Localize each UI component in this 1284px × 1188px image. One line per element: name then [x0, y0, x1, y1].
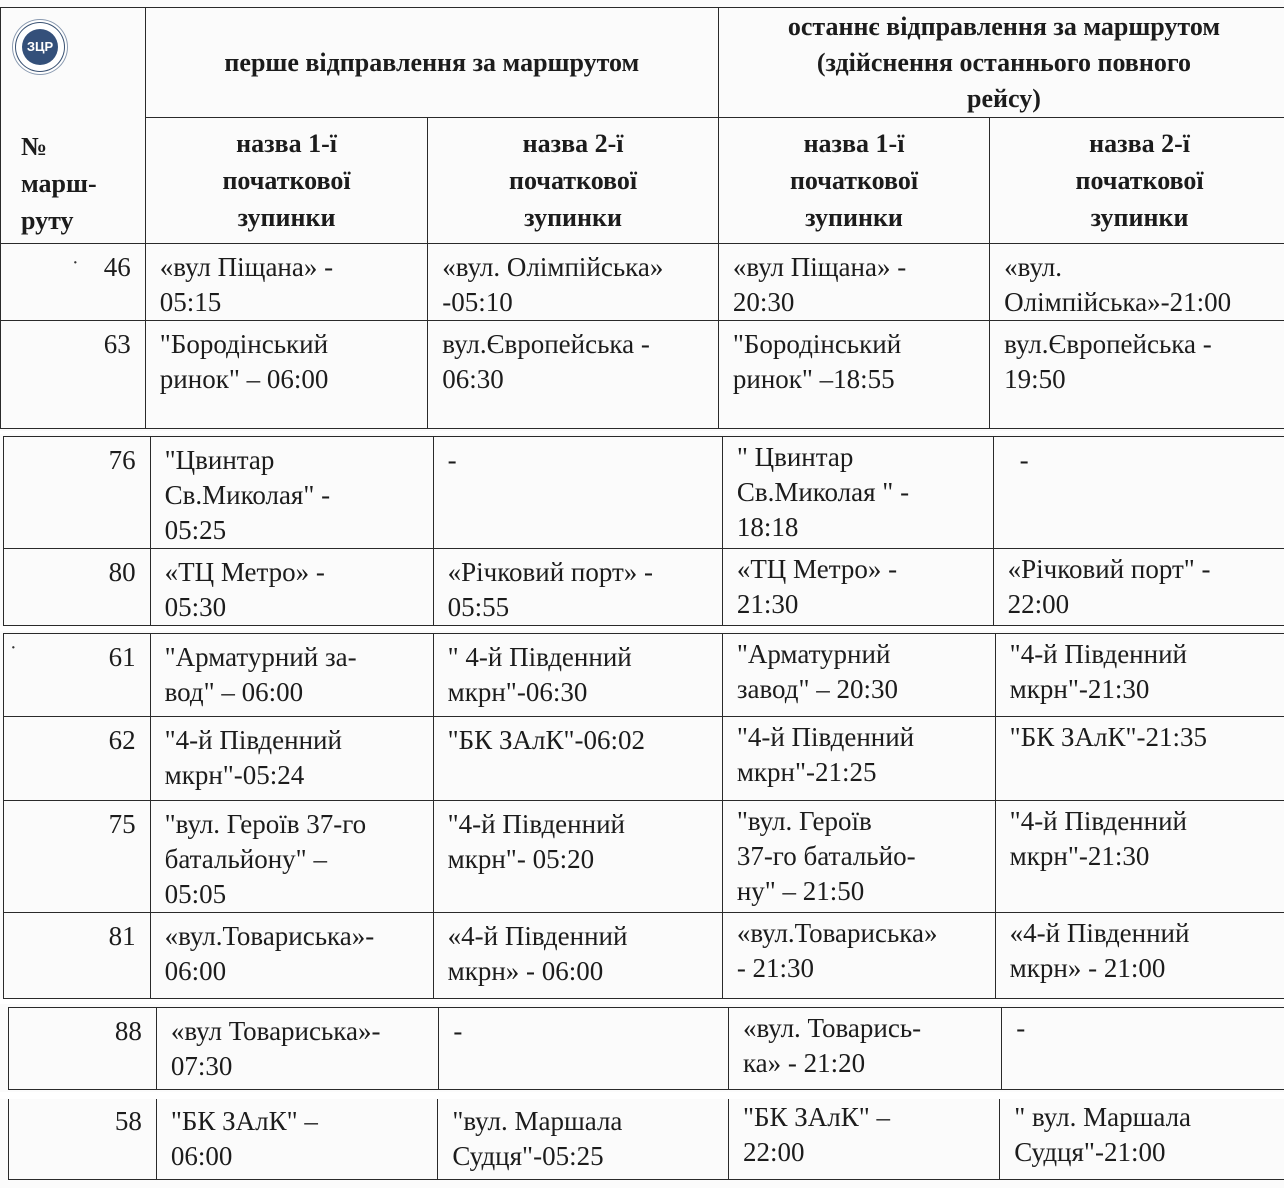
route-number-cell	[4, 717, 151, 801]
cell-line: «вул Піщана» -	[732, 252, 907, 282]
cell-line: вул.Європейська -	[1004, 329, 1212, 359]
cell-line: "Бородінський	[732, 329, 902, 359]
cell-line: 05:25	[164, 515, 227, 545]
cell-line: мкрн"-21:30	[1009, 674, 1150, 704]
last-stop1-cell	[718, 321, 989, 429]
header-line: зупинки	[237, 203, 336, 232]
cell-line: мкрн"-21:25	[736, 757, 877, 787]
table-row	[4, 634, 1284, 717]
cell-line: 06:00	[164, 956, 227, 986]
cell-line: Олімпійська»-21:00	[1004, 287, 1232, 317]
first-stop1-cell	[150, 801, 433, 913]
cell-line: вул.Європейська -	[442, 329, 650, 359]
table-row	[9, 1008, 1284, 1090]
last-stop1-cell	[722, 634, 995, 717]
cell-line: -	[447, 445, 457, 475]
table-row	[1, 321, 1284, 429]
cell-line: батальйону" –	[164, 844, 327, 874]
cell-line: мкрн"-05:24	[164, 760, 305, 790]
cell-line: «вул.	[1004, 252, 1063, 282]
cell-line: ринок" –18:55	[732, 364, 895, 394]
cell-line: «Річковий порт» -	[447, 557, 654, 587]
header-line: назва 1-ї	[803, 129, 905, 158]
last-stop2-cell	[1000, 1099, 1284, 1180]
route-number-cell	[9, 1008, 157, 1090]
cell-line: "БК ЗАлК" –	[742, 1102, 891, 1132]
cell-line: Судця"-21:00	[1014, 1137, 1166, 1167]
cell-line: 37-го батальйо-	[736, 841, 916, 871]
header-line: початкової	[1075, 166, 1204, 195]
schedule-table-part	[8, 1099, 1284, 1180]
first-stop2-cell	[433, 549, 722, 626]
cell-line: "4-й Південний	[1009, 639, 1187, 669]
cell-line: "4-й Південний	[736, 722, 915, 752]
cell-line: "Арматурний	[736, 639, 891, 669]
cell-line: "Цвинтар	[164, 445, 275, 475]
first-stop1-cell	[150, 437, 433, 549]
last-stop2-cell	[995, 634, 1284, 717]
cell-line: мкрн"-21:30	[1009, 841, 1150, 871]
route-number-cell	[1, 321, 146, 429]
cell-line: "вул. Героїв 37-го	[164, 809, 367, 839]
header-line: №	[21, 132, 48, 161]
route-number: 63	[103, 329, 131, 359]
cell-line: "вул. Героїв	[736, 806, 872, 836]
cell-line: " 4-й Південний	[447, 642, 632, 672]
header-line: марш-	[21, 169, 97, 198]
zcr-logo-icon	[18, 25, 62, 69]
last-stop2-cell	[993, 437, 1284, 549]
cell-line: «вул.Товариська»	[736, 918, 938, 948]
cell-line: «вул. Олімпійська»	[442, 252, 664, 282]
first-stop2-cell	[433, 801, 722, 913]
cell-line: мкрн» - 21:00	[1009, 953, 1166, 983]
first-stop1-cell	[145, 321, 427, 429]
cell-line: ну" – 21:50	[736, 876, 865, 906]
cell-line: 07:30	[170, 1051, 233, 1081]
first-stop1-cell	[150, 549, 433, 626]
route-number-cell	[4, 913, 151, 999]
last-stop1-cell	[722, 717, 995, 801]
route-number: 76	[108, 445, 136, 475]
scan-strip-1	[0, 0, 1284, 431]
last-stop2-cell	[990, 321, 1284, 429]
first-stop2-cell	[433, 437, 722, 549]
header-line: останнє відправлення за маршрутом	[787, 11, 1221, 41]
scan-strip-2	[0, 434, 1284, 626]
first-stop2-cell	[433, 717, 722, 801]
first-stop2-cell	[438, 1099, 729, 1180]
header-line: зупинки	[1090, 203, 1189, 232]
route-number-cell	[4, 437, 151, 549]
schedule-table-part	[3, 633, 1284, 999]
last-departure-header	[718, 8, 1284, 118]
cell-line: «вул. Товарись-	[742, 1013, 922, 1043]
first-stop2-cell	[433, 634, 722, 717]
cell-line: вод" – 06:00	[164, 677, 304, 707]
header-line: зупинки	[524, 203, 622, 232]
cell-line: "Бородінський	[159, 329, 329, 359]
cell-line: мкрн"- 05:20	[447, 844, 595, 874]
header-line: руту	[21, 206, 74, 235]
header-line: початкової	[222, 166, 351, 195]
cell-line: "БК ЗАлК" –	[170, 1106, 318, 1136]
cell-line: ка» - 21:20	[742, 1048, 866, 1078]
cell-line: 05:30	[164, 592, 227, 622]
cell-line: «4-й Південний	[447, 921, 628, 951]
last-stop1-cell	[728, 1099, 999, 1180]
last-stop1-header	[718, 118, 989, 244]
cell-line: мкрн» - 06:00	[447, 956, 604, 986]
route-number: 88	[114, 1016, 142, 1046]
cell-line: "4-й Південний	[1009, 806, 1187, 836]
route-number: 80	[108, 557, 136, 587]
route-number: 62	[108, 725, 136, 755]
table-row	[4, 437, 1284, 549]
header-line: рейсу)	[967, 83, 1041, 113]
first-stop1-cell	[150, 913, 433, 999]
scan-speck: ·	[10, 637, 17, 659]
header-line: назва 2-ї	[522, 129, 624, 158]
route-number: 58	[114, 1106, 142, 1136]
first-stop2-cell	[433, 913, 722, 999]
cell-line: «вул.Товариська»-	[164, 921, 375, 951]
schedule-table-header-part	[0, 7, 1284, 429]
schedule-table-part	[8, 1007, 1284, 1090]
scan-strip-4	[0, 1004, 1284, 1092]
first-stop2-header	[428, 118, 719, 244]
last-stop1-cell	[722, 437, 993, 549]
route-number-cell	[4, 801, 151, 913]
cell-line: 18:18	[736, 512, 799, 542]
first-stop1-cell	[156, 1099, 437, 1180]
last-stop2-cell	[990, 244, 1284, 321]
route-number: 75	[108, 809, 136, 839]
last-stop1-cell	[722, 801, 995, 913]
cell-line: - 21:30	[736, 953, 815, 983]
cell-line: "4-й Південний	[164, 725, 342, 755]
last-stop1-cell	[722, 549, 993, 626]
header-line: назва 1-ї	[236, 129, 337, 158]
last-stop1-cell	[722, 913, 995, 999]
first-stop1-cell	[145, 244, 427, 321]
cell-line: «вул Товариська»-	[170, 1016, 381, 1046]
cell-line: Судця"-05:25	[452, 1141, 604, 1171]
table-row	[1, 244, 1284, 321]
header-line: зупинки	[805, 203, 903, 232]
last-stop2-cell	[1002, 1008, 1284, 1090]
first-stop1-header	[145, 118, 427, 244]
cell-line: 21:30	[736, 589, 799, 619]
route-number-cell	[9, 1099, 157, 1180]
route-number-cell	[4, 549, 151, 626]
cell-line: " вул. Маршала	[1014, 1102, 1192, 1132]
first-stop2-cell	[428, 244, 719, 321]
route-number-cell	[4, 634, 151, 717]
first-stop1-cell	[156, 1008, 438, 1090]
cell-line: Св.Миколая " -	[736, 477, 910, 507]
cell-line: -	[1016, 1013, 1026, 1043]
cell-line: ринок" – 06:00	[159, 364, 329, 394]
cell-line: "БК ЗАлК"-21:35	[1009, 722, 1207, 752]
cell-line: 05:15	[159, 287, 222, 317]
table-row	[4, 913, 1284, 999]
cell-line: «ТЦ Метро» -	[164, 557, 325, 587]
first-stop2-cell	[428, 321, 719, 429]
cell-line: 20:30	[732, 287, 795, 317]
cell-line: "вул. Маршала	[452, 1106, 623, 1136]
header-line: початкової	[789, 166, 919, 195]
scan-strip-5	[0, 1099, 1284, 1188]
cell-line: -05:10	[442, 287, 513, 317]
cell-line: 22:00	[1007, 589, 1070, 619]
last-stop1-cell	[728, 1008, 1001, 1090]
logo-text: ЗЦР	[22, 29, 58, 65]
first-stop1-cell	[150, 717, 433, 801]
cell-line: Св.Миколая" -	[164, 480, 331, 510]
route-number: 81	[108, 921, 136, 951]
cell-line: «Річковий порт" -	[1007, 554, 1211, 584]
cell-line: 05:05	[164, 879, 227, 909]
header-line: перше відправлення за маршрутом	[224, 48, 640, 77]
cell-line: 05:55	[447, 592, 510, 622]
table-row	[4, 801, 1284, 913]
scan-speck: ·	[72, 252, 79, 274]
cell-line: мкрн"-06:30	[447, 677, 588, 707]
last-stop2-cell	[995, 913, 1284, 999]
header-line: (здійснення останнього повного	[816, 47, 1191, 77]
cell-line: " Цвинтар	[736, 442, 854, 472]
first-stop2-cell	[439, 1008, 729, 1090]
cell-line: 06:00	[170, 1141, 233, 1171]
table-row	[4, 549, 1284, 626]
scan-strip-3	[0, 631, 1284, 999]
last-stop1-cell	[718, 244, 989, 321]
cell-line: «вул Піщана» -	[159, 252, 334, 282]
header-line: початкової	[509, 166, 638, 195]
cell-line: "Арматурний за-	[164, 642, 357, 672]
last-stop2-header	[990, 118, 1284, 244]
route-number: 46	[103, 252, 131, 282]
last-stop2-cell	[993, 549, 1284, 626]
cell-line: "4-й Південний	[447, 809, 625, 839]
route-number: 61	[108, 642, 136, 672]
cell-line: 06:30	[442, 364, 504, 394]
table-row	[9, 1099, 1284, 1180]
first-departure-header	[145, 8, 718, 118]
last-stop2-cell	[995, 801, 1284, 913]
cell-line: -	[1019, 445, 1029, 475]
first-stop1-cell	[150, 634, 433, 717]
cell-line: 19:50	[1004, 364, 1066, 394]
schedule-table-part	[3, 436, 1284, 626]
cell-line: «4-й Південний	[1009, 918, 1190, 948]
cell-line: «ТЦ Метро» -	[736, 554, 898, 584]
cell-line: -	[453, 1016, 463, 1046]
cell-line: "БК ЗАлК"-06:02	[447, 725, 645, 755]
table-row	[4, 717, 1284, 801]
last-stop2-cell	[995, 717, 1284, 801]
header-line: назва 2-ї	[1089, 129, 1190, 158]
cell-line: завод" – 20:30	[736, 674, 899, 704]
cell-line: 22:00	[742, 1137, 805, 1167]
